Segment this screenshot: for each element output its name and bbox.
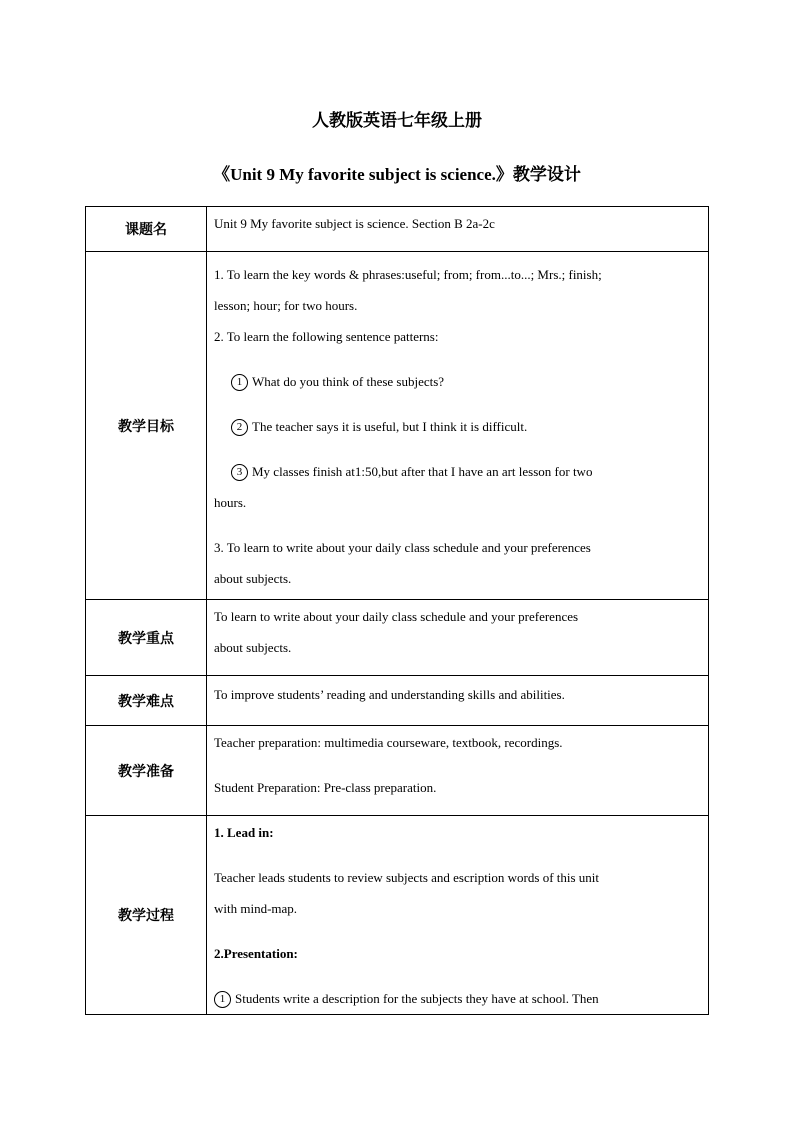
preparation-content	[207, 726, 709, 816]
process-label: 教学过程	[86, 816, 207, 1015]
process-presentation-text: Students write a description for the subjects they have at school. Then	[235, 991, 599, 1006]
process-presentation-line	[214, 983, 700, 1014]
key-points-line-1: To learn to write about your daily class schedule and your preferences	[214, 609, 579, 624]
process-content	[207, 816, 709, 1015]
process-heading-presentation: 2.Presentation:	[214, 946, 298, 961]
difficulties-content	[207, 676, 709, 726]
row-process	[86, 816, 709, 1015]
goals-line-3: 2. To learn the following sentence patterns:	[214, 329, 439, 344]
number-circle-1: 1	[214, 991, 231, 1008]
topic-text: Unit 9 My favorite subject is science. Section B 2a-2c	[214, 216, 495, 231]
goals-line-1: 1. To learn the key words & phrases:useful; from; from...to...; Mrs.; finish;	[214, 267, 602, 282]
key-points-content	[207, 600, 709, 676]
key-points-line-2: about subjects.	[214, 640, 292, 655]
row-goals	[86, 252, 709, 600]
number-circle-2: 2	[231, 419, 248, 436]
goals-line-2: lesson; hour; for two hours.	[214, 298, 358, 313]
process-heading-lead-in: 1. Lead in:	[214, 825, 274, 840]
topic-label: 课题名	[86, 207, 207, 252]
teacher-preparation: Teacher preparation: multimedia courseware, textbook, recordings.	[214, 735, 563, 750]
goals-label: 教学目标	[86, 252, 207, 600]
subtitle-design-label: 教学设计	[512, 165, 581, 185]
row-topic	[86, 207, 709, 252]
number-circle-3: 3	[231, 464, 248, 481]
difficulties-text: To improve students’ reading and understanding skills and abilities.	[214, 687, 565, 702]
goals-content	[207, 252, 709, 600]
goals-sentence-2-text: The teacher says it is useful, but I think it is difficult.	[252, 419, 528, 434]
goals-sentence-2	[214, 411, 700, 442]
goals-sentence-3	[214, 456, 700, 487]
goals-line-5: about subjects.	[214, 571, 292, 586]
number-circle-1: 1	[231, 374, 248, 391]
document-subtitle	[0, 160, 794, 185]
goals-line-4: 3. To learn to write about your daily class schedule and your preferences	[214, 540, 591, 555]
lesson-plan-table	[85, 206, 709, 1015]
topic-content	[207, 207, 709, 252]
row-key-points	[86, 600, 709, 676]
subtitle-open-bracket: 《	[213, 165, 231, 185]
subtitle-unit-title: Unit 9 My favorite subject is science.	[230, 165, 496, 184]
row-preparation	[86, 726, 709, 816]
process-lead-in-line-2: with mind-map.	[214, 901, 298, 916]
row-difficulties	[86, 676, 709, 726]
goals-sentence-1	[214, 366, 700, 397]
goals-sentence-3-text: My classes finish at1:50,but after that I have an art lesson for two	[252, 464, 593, 479]
student-preparation: Student Preparation: Pre-class preparation.	[214, 780, 437, 795]
goals-sentence-1-text: What do you think of these subjects?	[252, 374, 445, 389]
goals-sentence-3-cont: hours.	[214, 495, 247, 510]
preparation-label: 教学准备	[86, 726, 207, 816]
process-lead-in-line-1: Teacher leads students to review subjects and escription words of this unit	[214, 870, 600, 885]
document-title: 人教版英语七年级上册	[312, 111, 482, 131]
difficulties-label: 教学难点	[86, 676, 207, 726]
subtitle-close-bracket: 》	[495, 165, 513, 185]
key-points-label: 教学重点	[86, 600, 207, 676]
